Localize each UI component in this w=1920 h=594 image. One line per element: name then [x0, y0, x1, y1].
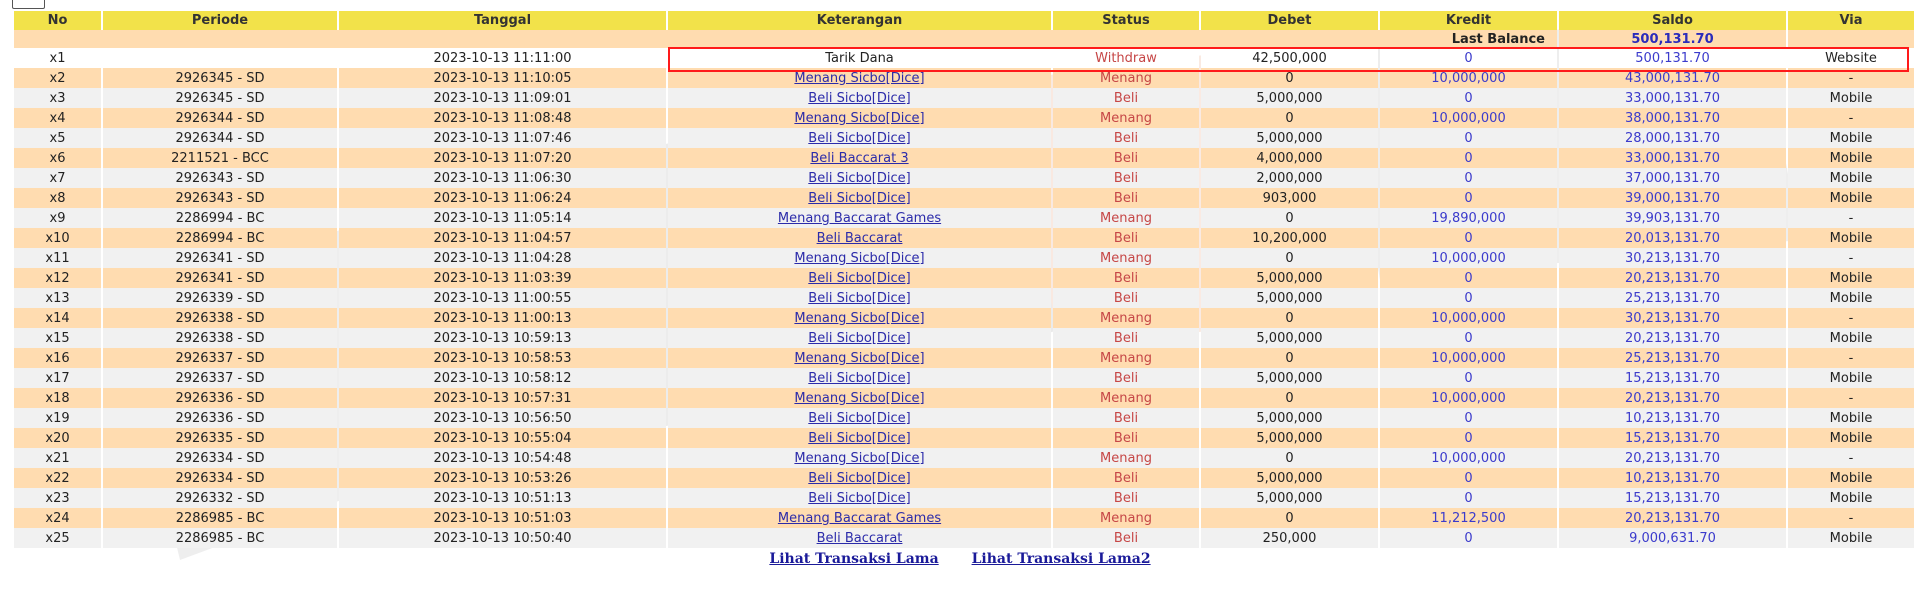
cell-via: -: [1788, 508, 1914, 528]
cell-status: Beli: [1053, 288, 1199, 308]
cell-status: Menang: [1053, 448, 1199, 468]
cell-saldo: 10,213,131.70: [1559, 468, 1786, 488]
cell-periode: 2926341 - SD: [103, 248, 337, 268]
cell-tanggal: 2023-10-13 11:05:14: [339, 208, 666, 228]
cell-no: x4: [14, 108, 101, 128]
cell-kredit: 10,000,000: [1380, 308, 1557, 328]
cell-periode: 2926343 - SD: [103, 168, 337, 188]
cell-kredit: 0: [1380, 368, 1557, 388]
cell-no: x24: [14, 508, 101, 528]
cell-keterangan[interactable]: [668, 388, 1051, 408]
keterangan-link[interactable]: Menang Baccarat Games: [777, 510, 942, 526]
header-debet: Debet: [1201, 11, 1378, 30]
header-via: Via: [1788, 11, 1914, 30]
cell-tanggal: 2023-10-13 10:51:03: [339, 508, 666, 528]
cell-debet: 0: [1201, 208, 1378, 228]
cell-via: Mobile: [1788, 368, 1914, 388]
cell-kredit: 11,212,500: [1380, 508, 1557, 528]
cell-via: -: [1788, 308, 1914, 328]
table-row: [14, 48, 1914, 68]
cell-keterangan[interactable]: [668, 428, 1051, 448]
cell-saldo: 30,213,131.70: [1559, 308, 1786, 328]
cell-keterangan[interactable]: [668, 488, 1051, 508]
header-no: No: [14, 11, 101, 30]
link-lihat-transaksi-lama2[interactable]: Lihat Transaksi Lama2: [971, 551, 1151, 567]
cell-no: x3: [14, 88, 101, 108]
cell-tanggal: 2023-10-13 10:51:13: [339, 488, 666, 508]
cell-kredit: 10,000,000: [1380, 348, 1557, 368]
cell-periode: 2286985 - BC: [103, 508, 337, 528]
last-balance-label: Last Balance: [14, 30, 1557, 48]
table-row: [14, 368, 1914, 388]
cell-debet: 5,000,000: [1201, 288, 1378, 308]
cell-via: Mobile: [1788, 428, 1914, 448]
cell-no: x9: [14, 208, 101, 228]
cell-no: x1: [14, 48, 101, 68]
cell-periode: 2926338 - SD: [103, 328, 337, 348]
cell-kredit: 0: [1380, 428, 1557, 448]
cell-keterangan[interactable]: [668, 248, 1051, 268]
cell-tanggal: 2023-10-13 11:00:55: [339, 288, 666, 308]
cell-keterangan[interactable]: [668, 68, 1051, 88]
table-row: [14, 348, 1914, 368]
cell-tanggal: 2023-10-13 11:09:01: [339, 88, 666, 108]
cell-keterangan[interactable]: [668, 328, 1051, 348]
cell-status: Menang: [1053, 248, 1199, 268]
cell-status: Beli: [1053, 408, 1199, 428]
table-row: [14, 328, 1914, 348]
cell-periode: 2926339 - SD: [103, 288, 337, 308]
cell-keterangan[interactable]: [668, 148, 1051, 168]
cell-keterangan[interactable]: [668, 128, 1051, 148]
cell-kredit: 10,000,000: [1380, 108, 1557, 128]
cell-periode: 2926344 - SD: [103, 108, 337, 128]
table-row: [14, 108, 1914, 128]
cell-debet: 5,000,000: [1201, 428, 1378, 448]
cell-no: x16: [14, 348, 101, 368]
cell-no: x11: [14, 248, 101, 268]
cell-debet: 0: [1201, 508, 1378, 528]
header-keterangan: Keterangan: [668, 11, 1051, 30]
cell-via: Mobile: [1788, 288, 1914, 308]
cell-keterangan[interactable]: [668, 168, 1051, 188]
cell-debet: 5,000,000: [1201, 328, 1378, 348]
cell-debet: 5,000,000: [1201, 408, 1378, 428]
cell-debet: 0: [1201, 248, 1378, 268]
cell-debet: 5,000,000: [1201, 128, 1378, 148]
cell-no: x13: [14, 288, 101, 308]
cell-no: x23: [14, 488, 101, 508]
keterangan-link[interactable]: Beli Sicbo[Dice]: [808, 330, 911, 346]
cell-kredit: 0: [1380, 468, 1557, 488]
cell-saldo: 20,213,131.70: [1559, 388, 1786, 408]
cell-no: x22: [14, 468, 101, 488]
table-header: [14, 11, 1914, 30]
cell-no: x15: [14, 328, 101, 348]
cell-debet: 5,000,000: [1201, 368, 1378, 388]
cell-kredit: 0: [1380, 188, 1557, 208]
cell-periode: 2211521 - BCC: [103, 148, 337, 168]
cell-kredit: 0: [1380, 268, 1557, 288]
cell-via: Mobile: [1788, 408, 1914, 428]
cell-debet: 0: [1201, 108, 1378, 128]
cell-periode: 2926345 - SD: [103, 68, 337, 88]
cell-kredit: 10,000,000: [1380, 68, 1557, 88]
cell-status: Beli: [1053, 168, 1199, 188]
cell-saldo: 33,000,131.70: [1559, 88, 1786, 108]
header-saldo: Saldo: [1559, 11, 1786, 30]
cell-periode: 2926332 - SD: [103, 488, 337, 508]
cell-via: Mobile: [1788, 528, 1914, 548]
keterangan-link[interactable]: Beli Baccarat 3: [810, 150, 909, 166]
cell-keterangan[interactable]: [668, 528, 1051, 548]
cell-debet: 2,000,000: [1201, 168, 1378, 188]
cell-saldo: 20,013,131.70: [1559, 228, 1786, 248]
cell-status: Menang: [1053, 208, 1199, 228]
header-tanggal: Tanggal: [339, 11, 666, 30]
cell-via: Mobile: [1788, 468, 1914, 488]
cell-via: Mobile: [1788, 268, 1914, 288]
table-row: [14, 148, 1914, 168]
cell-debet: 0: [1201, 388, 1378, 408]
cell-via: -: [1788, 388, 1914, 408]
cell-debet: 4,000,000: [1201, 148, 1378, 168]
cell-tanggal: 2023-10-13 10:57:31: [339, 388, 666, 408]
cell-periode: 2926334 - SD: [103, 448, 337, 468]
cell-saldo: 30,213,131.70: [1559, 248, 1786, 268]
cell-status: Beli: [1053, 368, 1199, 388]
cell-saldo: 9,000,631.70: [1559, 528, 1786, 548]
cell-no: x12: [14, 268, 101, 288]
table-row: [14, 448, 1914, 468]
cell-keterangan[interactable]: [668, 448, 1051, 468]
table-row: [14, 428, 1914, 448]
table-row: [14, 408, 1914, 428]
table-row: [14, 268, 1914, 288]
keterangan-link[interactable]: Beli Sicbo[Dice]: [808, 170, 911, 186]
cell-keterangan[interactable]: [668, 208, 1051, 228]
table-row: [14, 508, 1914, 528]
cell-status: Menang: [1053, 308, 1199, 328]
cell-saldo: 15,213,131.70: [1559, 428, 1786, 448]
cell-status: Menang: [1053, 388, 1199, 408]
table-row: [14, 248, 1914, 268]
cell-no: x19: [14, 408, 101, 428]
keterangan-link[interactable]: Menang Sicbo[Dice]: [794, 310, 925, 326]
cell-keterangan[interactable]: [668, 348, 1051, 368]
cell-kredit: 0: [1380, 288, 1557, 308]
cell-tanggal: 2023-10-13 11:10:05: [339, 68, 666, 88]
cell-debet: 10,200,000: [1201, 228, 1378, 248]
keterangan-link[interactable]: Beli Baccarat: [816, 530, 903, 546]
cell-tanggal: 2023-10-13 10:53:26: [339, 468, 666, 488]
cell-keterangan[interactable]: [668, 508, 1051, 528]
keterangan-link[interactable]: Beli Sicbo[Dice]: [808, 290, 911, 306]
cell-keterangan[interactable]: [668, 268, 1051, 288]
cell-tanggal: 2023-10-13 10:58:53: [339, 348, 666, 368]
cell-debet: 5,000,000: [1201, 88, 1378, 108]
cell-saldo: 39,000,131.70: [1559, 188, 1786, 208]
cell-saldo: 15,213,131.70: [1559, 488, 1786, 508]
cell-status: Beli: [1053, 428, 1199, 448]
cell-tanggal: 2023-10-13 10:54:48: [339, 448, 666, 468]
keterangan-link[interactable]: Menang Sicbo[Dice]: [794, 110, 925, 126]
keterangan-link[interactable]: Beli Sicbo[Dice]: [808, 270, 911, 286]
cell-debet: 5,000,000: [1201, 488, 1378, 508]
cell-status: Beli: [1053, 88, 1199, 108]
cell-via: Website: [1788, 48, 1914, 68]
cell-status: Beli: [1053, 268, 1199, 288]
cell-saldo: 25,213,131.70: [1559, 348, 1786, 368]
header-status: Status: [1053, 11, 1199, 30]
keterangan-link[interactable]: Beli Sicbo[Dice]: [808, 430, 911, 446]
cell-status: Menang: [1053, 68, 1199, 88]
cell-no: x6: [14, 148, 101, 168]
cell-periode: 2926343 - SD: [103, 188, 337, 208]
cell-no: x20: [14, 428, 101, 448]
keterangan-link[interactable]: Beli Sicbo[Dice]: [808, 490, 911, 506]
cell-kredit: 0: [1380, 148, 1557, 168]
cell-no: x14: [14, 308, 101, 328]
cell-via: -: [1788, 348, 1914, 368]
cell-tanggal: 2023-10-13 11:07:46: [339, 128, 666, 148]
cell-kredit: 10,000,000: [1380, 448, 1557, 468]
cell-debet: 0: [1201, 68, 1378, 88]
table-row: [14, 68, 1914, 88]
cell-tanggal: 2023-10-13 11:04:28: [339, 248, 666, 268]
cell-kredit: 0: [1380, 488, 1557, 508]
cell-no: x25: [14, 528, 101, 548]
cell-no: x7: [14, 168, 101, 188]
cell-keterangan[interactable]: [668, 368, 1051, 388]
keterangan-link[interactable]: Menang Sicbo[Dice]: [794, 250, 925, 266]
cell-saldo: 20,213,131.70: [1559, 508, 1786, 528]
cell-saldo: 20,213,131.70: [1559, 268, 1786, 288]
transaction-table: [12, 11, 1916, 548]
cell-tanggal: 2023-10-13 11:11:00: [339, 48, 666, 68]
cell-periode: [103, 48, 337, 68]
cell-status: Beli: [1053, 188, 1199, 208]
cell-via: -: [1788, 448, 1914, 468]
table-row: [14, 128, 1914, 148]
cell-tanggal: 2023-10-13 11:08:48: [339, 108, 666, 128]
cell-periode: 2926344 - SD: [103, 128, 337, 148]
cell-status: Menang: [1053, 508, 1199, 528]
cell-debet: 0: [1201, 448, 1378, 468]
cell-kredit: 0: [1380, 528, 1557, 548]
cell-status: Menang: [1053, 108, 1199, 128]
cell-periode: 2926334 - SD: [103, 468, 337, 488]
cell-keterangan[interactable]: [668, 288, 1051, 308]
cell-periode: 2926337 - SD: [103, 348, 337, 368]
cell-status: Menang: [1053, 348, 1199, 368]
cell-tanggal: 2023-10-13 11:06:24: [339, 188, 666, 208]
cell-no: x10: [14, 228, 101, 248]
cell-via: Mobile: [1788, 188, 1914, 208]
cell-no: x5: [14, 128, 101, 148]
keterangan-link[interactable]: Menang Sicbo[Dice]: [794, 390, 925, 406]
cell-keterangan[interactable]: [668, 468, 1051, 488]
cell-debet: 903,000: [1201, 188, 1378, 208]
cell-status: Beli: [1053, 528, 1199, 548]
cell-status: Beli: [1053, 148, 1199, 168]
cell-via: -: [1788, 108, 1914, 128]
cell-keterangan[interactable]: [668, 408, 1051, 428]
cell-tanggal: 2023-10-13 11:06:30: [339, 168, 666, 188]
cell-via: Mobile: [1788, 148, 1914, 168]
cell-no: x2: [14, 68, 101, 88]
keterangan-link[interactable]: Beli Sicbo[Dice]: [808, 130, 911, 146]
cell-saldo: 28,000,131.70: [1559, 128, 1786, 148]
cell-via: Mobile: [1788, 128, 1914, 148]
cell-periode: 2926335 - SD: [103, 428, 337, 448]
cell-kredit: 10,000,000: [1380, 248, 1557, 268]
cell-keterangan[interactable]: [668, 108, 1051, 128]
cell-kredit: 0: [1380, 48, 1557, 68]
cell-debet: 0: [1201, 348, 1378, 368]
cell-debet: 5,000,000: [1201, 468, 1378, 488]
cell-status: Beli: [1053, 328, 1199, 348]
cell-saldo: 15,213,131.70: [1559, 368, 1786, 388]
cell-debet: 5,000,000: [1201, 268, 1378, 288]
keterangan-link[interactable]: Beli Sicbo[Dice]: [808, 190, 911, 206]
cell-via: Mobile: [1788, 228, 1914, 248]
table-row: [14, 468, 1914, 488]
cell-saldo: 20,213,131.70: [1559, 448, 1786, 468]
cell-status: Beli: [1053, 128, 1199, 148]
cell-via: Mobile: [1788, 168, 1914, 188]
keterangan-link[interactable]: Beli Sicbo[Dice]: [808, 370, 911, 386]
table-row: [14, 528, 1914, 548]
cell-saldo: 33,000,131.70: [1559, 148, 1786, 168]
keterangan-link[interactable]: Beli Baccarat: [816, 230, 903, 246]
cell-keterangan[interactable]: [668, 308, 1051, 328]
cell-tanggal: 2023-10-13 10:56:50: [339, 408, 666, 428]
cell-kredit: 0: [1380, 88, 1557, 108]
cell-periode: 2286994 - BC: [103, 208, 337, 228]
cell-debet: 0: [1201, 308, 1378, 328]
table-row: [14, 308, 1914, 328]
keterangan-link[interactable]: Menang Sicbo[Dice]: [794, 450, 925, 466]
keterangan-link[interactable]: Beli Sicbo[Dice]: [808, 90, 911, 106]
cell-tanggal: 2023-10-13 11:07:20: [339, 148, 666, 168]
cell-tanggal: 2023-10-13 10:59:13: [339, 328, 666, 348]
cell-via: Mobile: [1788, 88, 1914, 108]
cell-periode: 2926345 - SD: [103, 88, 337, 108]
cell-debet: 250,000: [1201, 528, 1378, 548]
cell-status: Beli: [1053, 488, 1199, 508]
cell-periode: 2926341 - SD: [103, 268, 337, 288]
cell-via: -: [1788, 208, 1914, 228]
cell-tanggal: 2023-10-13 11:04:57: [339, 228, 666, 248]
table-row: [14, 488, 1914, 508]
cell-periode: 2286985 - BC: [103, 528, 337, 548]
table-row: [14, 288, 1914, 308]
cell-via: -: [1788, 68, 1914, 88]
cell-status: Beli: [1053, 468, 1199, 488]
cell-via: -: [1788, 248, 1914, 268]
cell-status: Withdraw: [1053, 48, 1199, 68]
last-balance-row: [14, 30, 1914, 48]
header-periode: Periode: [103, 11, 337, 30]
cell-keterangan[interactable]: [668, 88, 1051, 108]
cell-saldo: 500,131.70: [1559, 48, 1786, 68]
header-kredit: Kredit: [1380, 11, 1557, 30]
keterangan-link[interactable]: Beli Sicbo[Dice]: [808, 410, 911, 426]
cell-saldo: 37,000,131.70: [1559, 168, 1786, 188]
cell-saldo: 20,213,131.70: [1559, 328, 1786, 348]
cell-no: x8: [14, 188, 101, 208]
footer-links: [0, 551, 1920, 567]
cell-debet: 42,500,000: [1201, 48, 1378, 68]
cell-periode: 2286994 - BC: [103, 228, 337, 248]
cell-no: x18: [14, 388, 101, 408]
cell-tanggal: 2023-10-13 11:03:39: [339, 268, 666, 288]
cell-no: x17: [14, 368, 101, 388]
cell-periode: 2926337 - SD: [103, 368, 337, 388]
cell-saldo: 25,213,131.70: [1559, 288, 1786, 308]
cell-saldo: 38,000,131.70: [1559, 108, 1786, 128]
cell-tanggal: 2023-10-13 10:50:40: [339, 528, 666, 548]
cell-saldo: 10,213,131.70: [1559, 408, 1786, 428]
keterangan-link[interactable]: Menang Sicbo[Dice]: [794, 70, 925, 86]
table-row: [14, 228, 1914, 248]
table-row: [14, 88, 1914, 108]
cell-saldo: 43,000,131.70: [1559, 68, 1786, 88]
cell-keterangan: Tarik Dana: [668, 48, 1051, 68]
cell-kredit: 0: [1380, 228, 1557, 248]
cell-keterangan[interactable]: [668, 188, 1051, 208]
table-row: [14, 208, 1914, 228]
cell-kredit: 0: [1380, 328, 1557, 348]
cell-periode: 2926336 - SD: [103, 388, 337, 408]
keterangan-link[interactable]: Menang Baccarat Games: [777, 210, 942, 226]
cell-periode: 2926338 - SD: [103, 308, 337, 328]
cell-keterangan[interactable]: [668, 228, 1051, 248]
cell-kredit: 10,000,000: [1380, 388, 1557, 408]
cell-status: Beli: [1053, 228, 1199, 248]
table-row: [14, 168, 1914, 188]
cell-via: Mobile: [1788, 328, 1914, 348]
cell-via: Mobile: [1788, 488, 1914, 508]
table-row: [14, 188, 1914, 208]
cell-periode: 2926336 - SD: [103, 408, 337, 428]
last-balance-value: 500,131.70: [1559, 30, 1786, 48]
cell-tanggal: 2023-10-13 11:00:13: [339, 308, 666, 328]
cell-tanggal: 2023-10-13 10:58:12: [339, 368, 666, 388]
keterangan-link[interactable]: Beli Sicbo[Dice]: [808, 470, 911, 486]
keterangan-link[interactable]: Menang Sicbo[Dice]: [794, 350, 925, 366]
cell-kredit: 19,890,000: [1380, 208, 1557, 228]
cell-tanggal: 2023-10-13 10:55:04: [339, 428, 666, 448]
cell-kredit: 0: [1380, 168, 1557, 188]
cell-no: x21: [14, 448, 101, 468]
top-left-button[interactable]: [12, 0, 45, 9]
cell-kredit: 0: [1380, 128, 1557, 148]
cell-saldo: 39,903,131.70: [1559, 208, 1786, 228]
cell-kredit: 0: [1380, 408, 1557, 428]
link-lihat-transaksi-lama[interactable]: Lihat Transaksi Lama: [769, 551, 939, 567]
table-row: [14, 388, 1914, 408]
